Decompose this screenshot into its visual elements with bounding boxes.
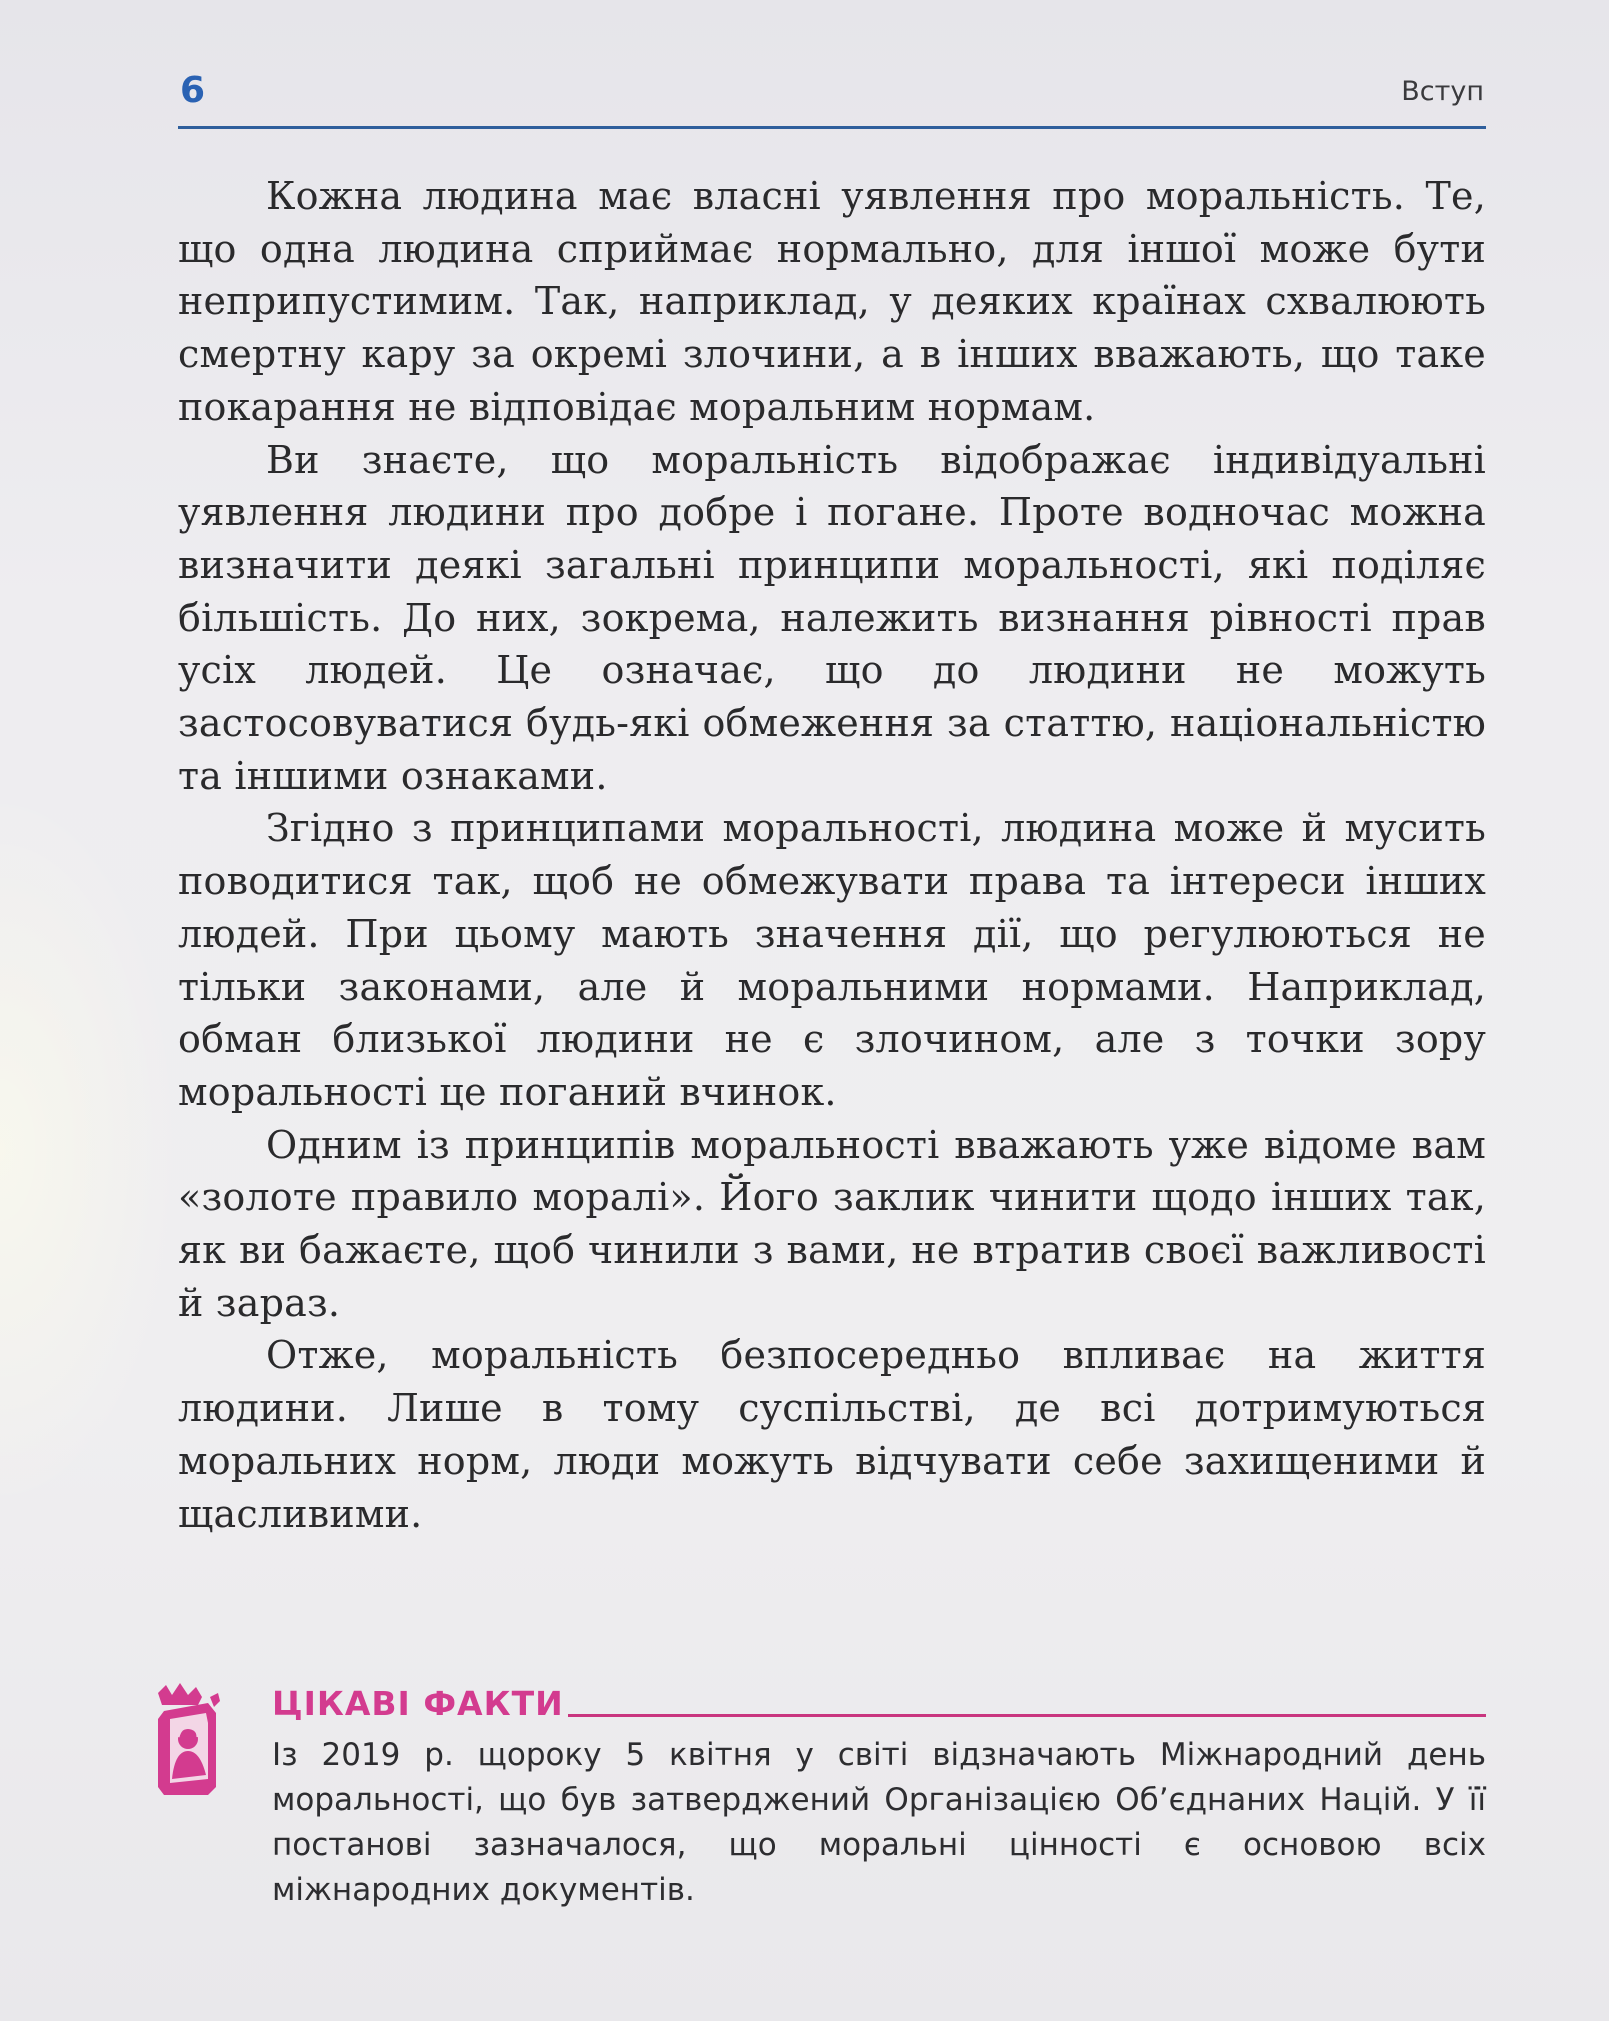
facts-divider	[568, 1714, 1486, 1717]
page-number: 6	[180, 70, 206, 111]
section-title: Вступ	[1401, 76, 1484, 107]
main-text	[178, 170, 1486, 1540]
paragraph-1: Кожна людина має власні уявлення про моральність. Те, що одна людина сприймає нормально, для іншої може бути неприпустимим. Так, наприклад, у деяких країнах схвалюють смертну кару за окремі злочини, а в інших вважають, що таке покарання не відповідає моральним нормам.	[178, 174, 1486, 429]
facts-title: ЦІКАВІ ФАКТИ	[272, 1684, 564, 1723]
paragraph-5: Отже, моральність безпосередньо впливає на життя людини. Лише в тому суспільстві, де всі дотримуються моральних норм, люди можуть відчувати себе захищеними й щасливими.	[178, 1333, 1486, 1536]
paragraph-3: Згідно з принципами моральності, людина може й мусить поводитися так, щоб не обмежувати права та інтереси інших людей. При цьому мають значення дії, що регулюються не тільки законами, але й моральними нормами. Наприклад, обман близької людини не є злочином, але з точки зору моральності це поганий вчинок.	[178, 806, 1486, 1114]
page-header	[178, 70, 1486, 129]
crown-icon	[150, 1683, 232, 1803]
paragraph-2: Ви знаєте, що моральність відображає індивідуальні уявлення людини про добре і погане. Проте водночас можна визначити деякі загальні принципи моральності, які поділяє більшість. До них, зокрема, належить визнання рівності прав усіх людей. Це означає, що до людини не можуть застосовуватися будь-які обмеження за статтю, національністю та іншими ознаками.	[178, 437, 1486, 798]
paragraph-4: Одним із принципів моральності вважають уже відоме вам «золоте правило моралі». Його заклик чинити щодо інших так, як ви бажаєте, щоб чинили з вами, не втратив своєї важливості й зараз.	[178, 1122, 1486, 1325]
facts-text: Із 2019 р. щороку 5 квітня у світі відзначають Міжнародний день моральності, що був затверджений Організацією Об’єднаних Націй. У її постанові зазначалося, що моральні цінності є основою всіх міжнародних документів.	[272, 1737, 1486, 1908]
